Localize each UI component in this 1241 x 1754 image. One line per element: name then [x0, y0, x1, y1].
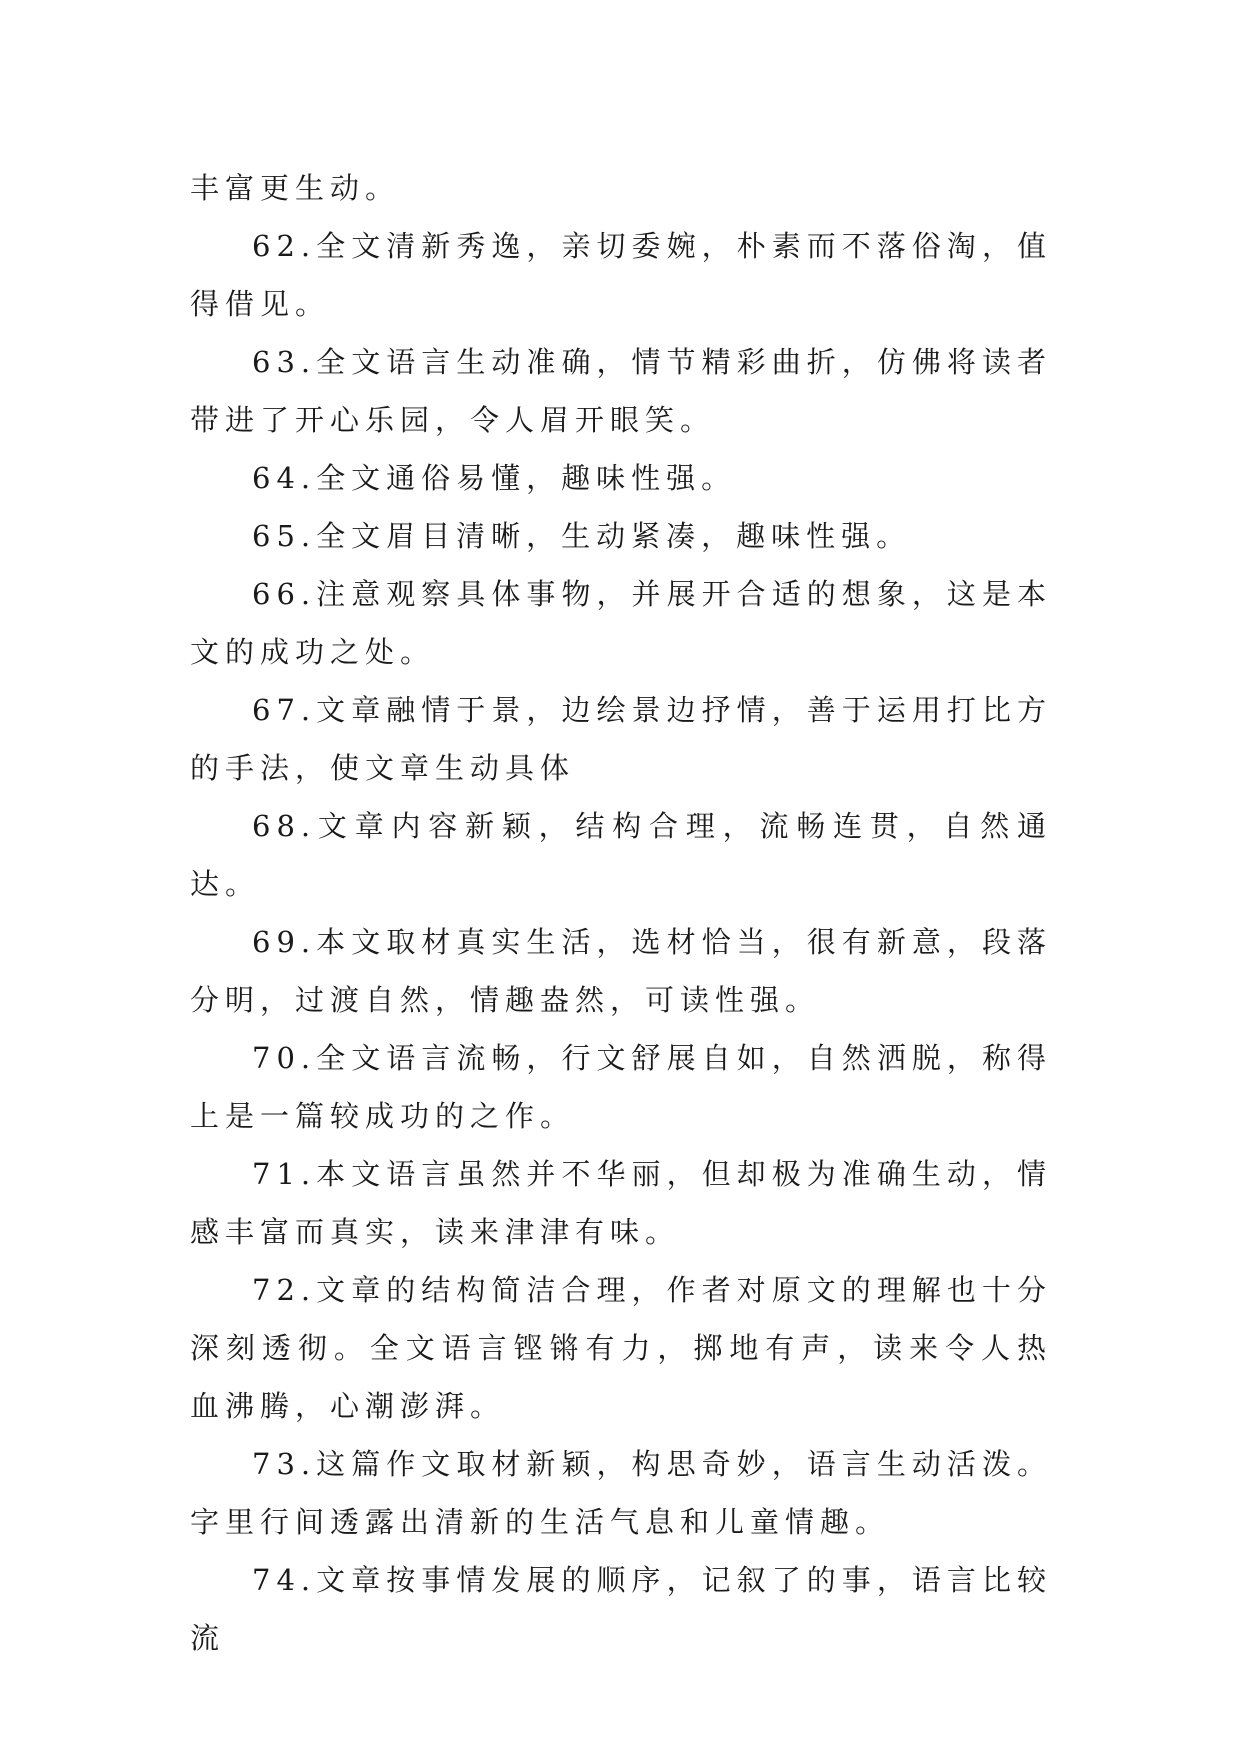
paragraph-65: 65.全文眉目清晰，生动紧凑，趣味性强。	[252, 519, 912, 553]
paragraph-73: 73.这篇作文取材新颖，构思奇妙，语言生动活泼。字里行间透露出清新的生活气息和儿童情趣。	[190, 1447, 1052, 1539]
paragraph-71: 71.本文语言虽然并不华丽，但却极为准确生动，情感丰富而真实，读来津津有味。	[190, 1157, 1052, 1249]
paragraph-69: 69.本文取材真实生活，选材恰当，很有新意，段落分明，过渡自然，情趣盎然，可读性强。	[190, 925, 1052, 1017]
paragraph-68: 68.文章内容新颖，结构合理，流畅连贯，自然通达。	[190, 809, 1052, 901]
paragraph-continuation: 丰富更生动。	[190, 171, 401, 205]
paragraph-64: 64.全文通俗易懂，趣味性强。	[252, 461, 737, 495]
paragraph-72: 72.文章的结构简洁合理，作者对原文的理解也十分深刻透彻。全文语言铿锵有力，掷地有声，读来令人热血沸腾，心潮澎湃。	[190, 1273, 1052, 1423]
document-body	[190, 159, 1052, 1667]
paragraph-67: 67.文章融情于景，边绘景边抒情，善于运用打比方的手法，使文章生动具体	[190, 693, 1052, 785]
paragraph-62: 62.全文清新秀逸，亲切委婉，朴素而不落俗淘，值得借见。	[190, 229, 1052, 321]
paragraph-63: 63.全文语言生动准确，情节精彩曲折，仿佛将读者带进了开心乐园，令人眉开眼笑。	[190, 345, 1052, 437]
paragraph-74: 74.文章按事情发展的顺序，记叙了的事，语言比较流	[190, 1563, 1052, 1655]
paragraph-66: 66.注意观察具体事物，并展开合适的想象，这是本文的成功之处。	[190, 577, 1052, 669]
paragraph-70: 70.全文语言流畅，行文舒展自如，自然洒脱，称得上是一篇较成功的之作。	[190, 1041, 1052, 1133]
